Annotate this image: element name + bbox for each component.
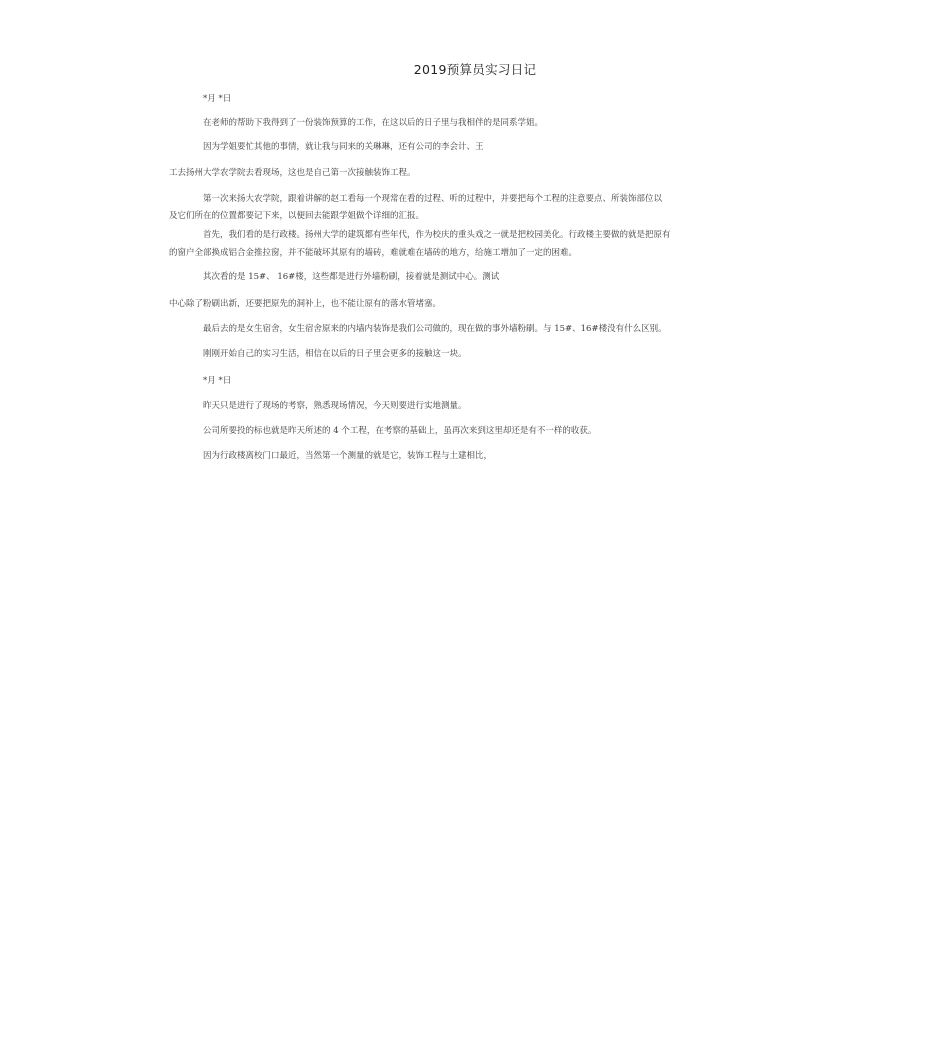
paragraph-line: 其次看的是 15#、 16#楼，这些都是进行外墙粉刷，接着就是测试中心。测试 [203, 272, 500, 282]
paragraph-line: 刚刚开始自己的实习生活，相信在以后的日子里会更多的接触这一块。 [203, 349, 467, 359]
paragraph-line: 工去扬州大学农学院去看现场，这也是自己第一次接触装饰工程。 [169, 168, 416, 178]
paragraph-line: 在老师的帮助下我得到了一份装饰预算的工作，在这以后的日子里与我相伴的是同系学姐。 [203, 118, 544, 128]
paragraph-line: 因为行政楼离校门口最近，当然第一个测量的就是它，装饰工程与土建相比， [203, 451, 493, 461]
paragraph-line: 公司所要投的标也就是昨天所述的 4 个工程，在考察的基础上，虽再次来到这里却还是有不一样的收获。 [203, 426, 597, 436]
paragraph-line: 第一次来扬大农学院，跟着讲解的赵工看每一个现常在看的过程、听的过程中，并要把每个工程的注意要点、所装饰部位以 [203, 194, 663, 204]
paragraph-line: 因为学姐要忙其他的事情，就让我与同来的关琳琳，还有公司的李会计、王 [203, 142, 484, 152]
document-title: 2019预算员实习日记 [413, 62, 537, 77]
paragraph-line: 昨天只是进行了现场的考察，熟悉现场情况，今天则要进行实地测量。 [203, 401, 467, 411]
diary-date: *月 *日 [203, 94, 232, 104]
paragraph-line: 首先，我们看的是行政楼。扬州大学的建筑都有些年代，作为校庆的重头戏之一就是把校园美化。行政楼主要做的就是把原有 [203, 230, 671, 240]
paragraph-line: 及它们所在的位置都要记下来，以便回去能跟学姐做个详细的汇报。 [169, 211, 425, 221]
paragraph-line: 最后去的是女生宿舍，女生宿舍原来的内墙内装饰是我们公司做的，现在做的事外墙粉刷。与 15#、16#楼没有什么区别。 [203, 324, 667, 334]
paragraph-line: 中心除了粉刷出新，还要把原先的洞补上，也不能让原有的落水管堵塞。 [169, 299, 442, 309]
diary-date: *月 *日 [203, 376, 232, 386]
paragraph-line: 的窗户全部换成铝合金推拉窗，并不能破坏其原有的墙砖，难就难在墙砖的地方，给施工增加了一定的困难。 [169, 248, 578, 258]
